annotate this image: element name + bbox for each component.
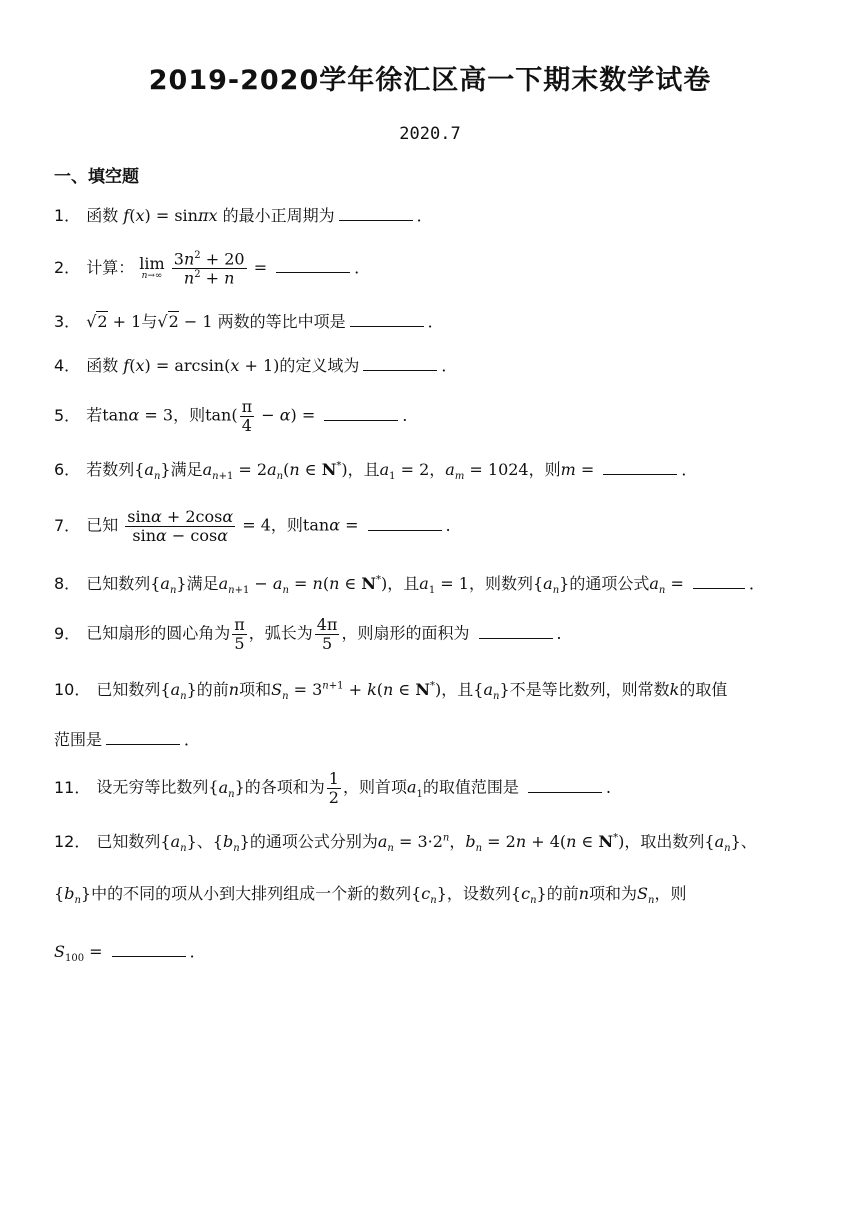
question-12-line-2: $\{b_n\}$中的不同的项从小到大排列组成一个新的数列$\{c_n\}$，设数列$\{c_n\}$的前n项和为$S_n$，则 <box>54 884 687 907</box>
question-3: 3． √2 + 1与√2 − 1 两数的等比中项是 ． <box>54 312 444 331</box>
question-10-line-2: 范围是 ． <box>54 730 201 749</box>
question-9: 9． 已知扇形的圆心角为 $\frac{\pi}{5}$ ，弧长为 $\frac{4\pi}{5}$ ，则扇形的面积为 ． <box>54 615 573 653</box>
question-5: 5． 若tanα = 3，则tan( $\frac{\pi}{4}$ − α) = ． <box>54 397 419 435</box>
question-2: 2． 计算： lim n→∞ $\frac{3n^2 + 20}{n^2 + n}$ = ． <box>54 249 371 288</box>
section-heading: 一、填空题 <box>54 167 139 187</box>
answer-blank[interactable] <box>106 730 180 745</box>
question-8: 8． 已知数列$\{a_n\}$满足$a_{n+1} - a_n = n(n$ ∈ N*)，且$a_1 = 1$，则数列$\{a_n\}$的通项公式$a_n$ = ． <box>54 574 765 597</box>
question-11: 11． 设无穷等比数列$\{a_n\}$的各项和为 $\frac{1}{2}$ ，则首项$a_1$的取值范围是 ． <box>54 769 623 807</box>
question-10: 10． 已知数列$\{a_n\}$的前n项和$S_n = 3^{n+1} + k(n$ ∈ N*)，且$\{a_n\}$不是等比数列，则常数k的取值 <box>54 680 728 703</box>
question-7: 7． 已知 $\frac{\sin\alpha + 2\cos\alpha}{\sin\alpha - \cos\alpha}$ = 4，则tanα = ． <box>54 507 462 545</box>
answer-blank[interactable] <box>479 624 553 639</box>
answer-blank[interactable] <box>693 574 745 589</box>
answer-blank[interactable] <box>528 778 602 793</box>
answer-blank[interactable] <box>339 206 413 221</box>
answer-blank[interactable] <box>363 356 437 371</box>
answer-blank[interactable] <box>112 942 186 957</box>
answer-blank[interactable] <box>368 516 442 531</box>
answer-blank[interactable] <box>603 460 677 475</box>
question-12-line-3: $S_{100}$ = ． <box>54 942 206 965</box>
answer-blank[interactable] <box>350 312 424 327</box>
question-4: 4． 函数 f(x) = arcsin(x + 1)的定义域为 ． <box>54 356 458 375</box>
answer-blank[interactable] <box>276 258 350 273</box>
question-1: 1． 函数 f(x) = sinπx 的最小正周期为 ． <box>54 206 433 225</box>
exam-title: 2019-2020学年徐汇区高一下期末数学试卷 <box>148 65 712 96</box>
answer-blank[interactable] <box>324 406 398 421</box>
question-12: 12． 已知数列$\{a_n\}$、$\{b_n\}$的通项公式分别为$a_n = 3\cdot 2^n$，$b_n = 2n + 4(n$ ∈ N*)，取出数列$\{a_n\}$、 <box>54 832 757 855</box>
question-6: 6． 若数列$\{a_n\}$满足$a_{n+1} = 2a_n(n$ ∈ N*)，且$a_1 = 2$，$a_m = 1024$，则m = ． <box>54 460 698 483</box>
exam-date: 2020.7 <box>399 124 461 144</box>
